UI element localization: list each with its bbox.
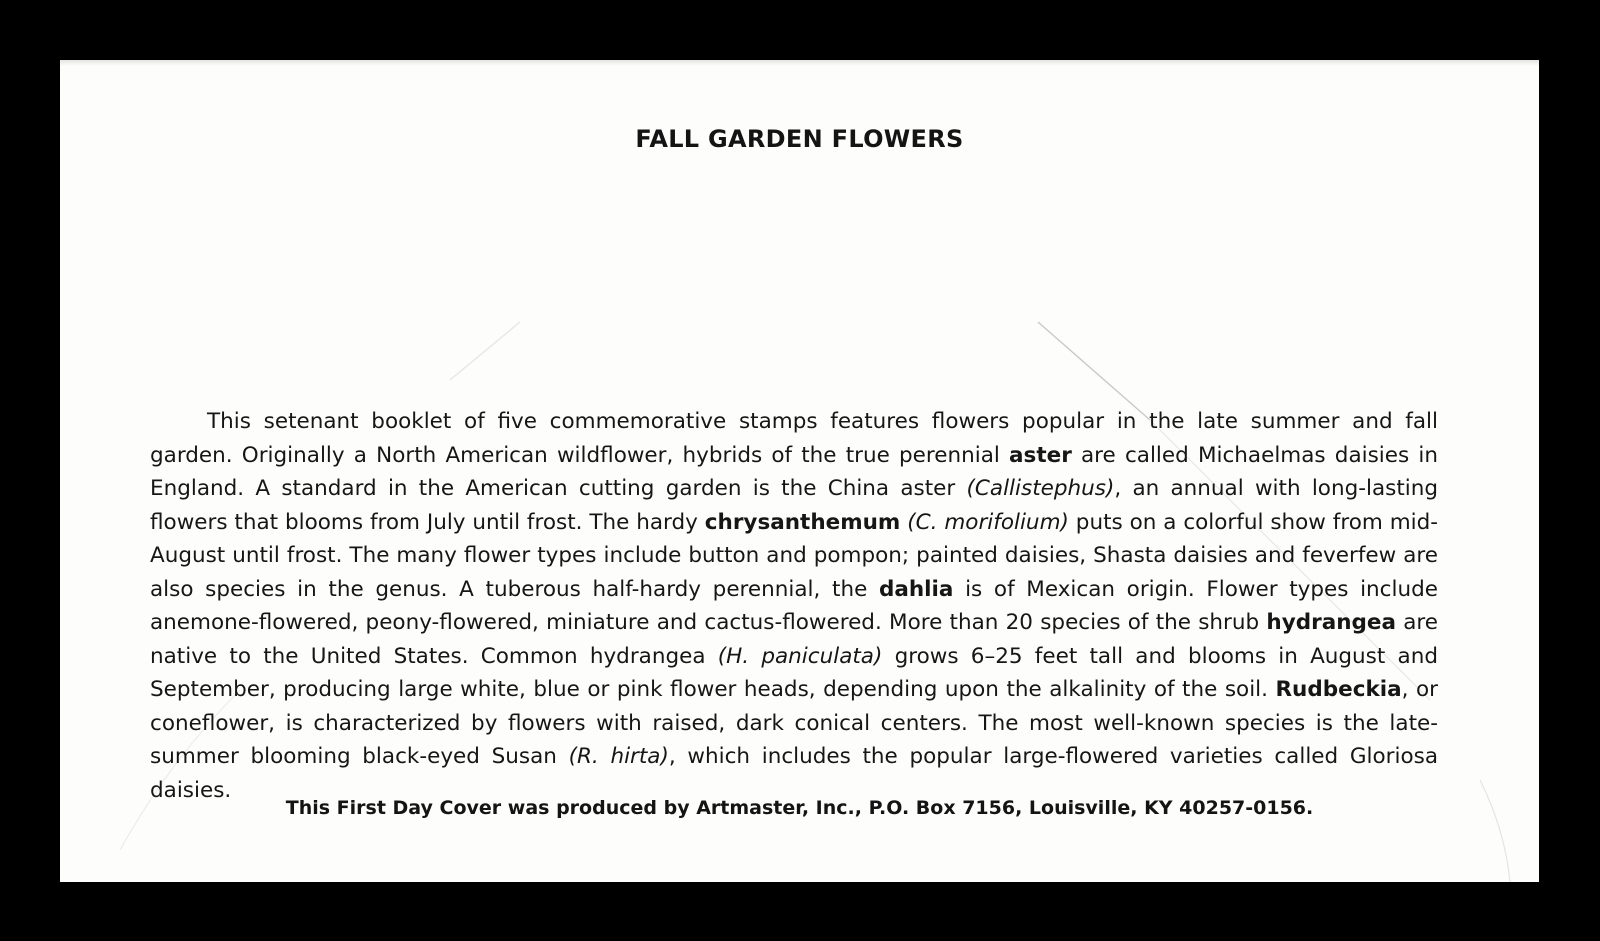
paragraph-text-run: are called Michaelmas daisies in England. A standard in the American cutting garden is the China aster [150,442,1438,501]
italic-species-name: (C. morifolium) [907,509,1069,535]
paragraph-text-run: , which includes the popular large-flowered varieties called Gloriosa daisies. [150,744,1438,803]
bold-term: aster [1009,442,1072,468]
paragraph-text-run: , an annual with long-lasting flowers that blooms from July until frost. The hardy [150,476,1439,535]
paragraph-text-run: are native to the United States. Common hydrangea [150,610,1438,669]
cover-title: FALL GARDEN FLOWERS [635,125,964,153]
paragraph-text-run: puts on a colorful show from mid-August until frost. The many flower types include button and pompon; painted daisies, Shasta daisies and feverfew are also species in the genus. A tuberous half-hardy perennial, the [150,509,1439,602]
paragraph-text-run: This setenant booklet of five commemorative stamps features flowers popular in the late summer and fall garden. Originally a North American wildflower, hybrids of the true perennial [150,409,1438,468]
bold-term: Rudbeckia [1275,677,1402,702]
description-paragraph [150,405,1438,807]
envelope-back [60,60,1539,882]
italic-species-name: (R. hirta) [568,744,669,769]
italic-species-name: (Callistephus) [966,476,1115,501]
italic-species-name: (H. paniculata) [717,643,883,669]
bold-term: chrysanthemum [704,509,901,535]
bold-term: hydrangea [1266,610,1396,635]
bold-term: dahlia [878,576,954,602]
paragraph-text-run: grows 6–25 feet tall and blooms in August and September, producing large white, blue or pink flower heads, depending upon the alkalinity of the soil. [150,643,1438,702]
paragraph-text-run: is of Mexican origin. Flower types include anemone-flowered, peony-flowered, miniature and cactus-flowered. More than 20 species of the shrub [150,576,1438,635]
producer-credit: This First Day Cover was produced by Artmaster, Inc., P.O. Box 7156, Louisville, KY 40257-0156. [285,797,1314,819]
paragraph-text-run: , or coneflower, is characterized by flowers with raised, dark conical centers. The most well-known species is the late-summer blooming black-eyed Susan [150,677,1438,769]
